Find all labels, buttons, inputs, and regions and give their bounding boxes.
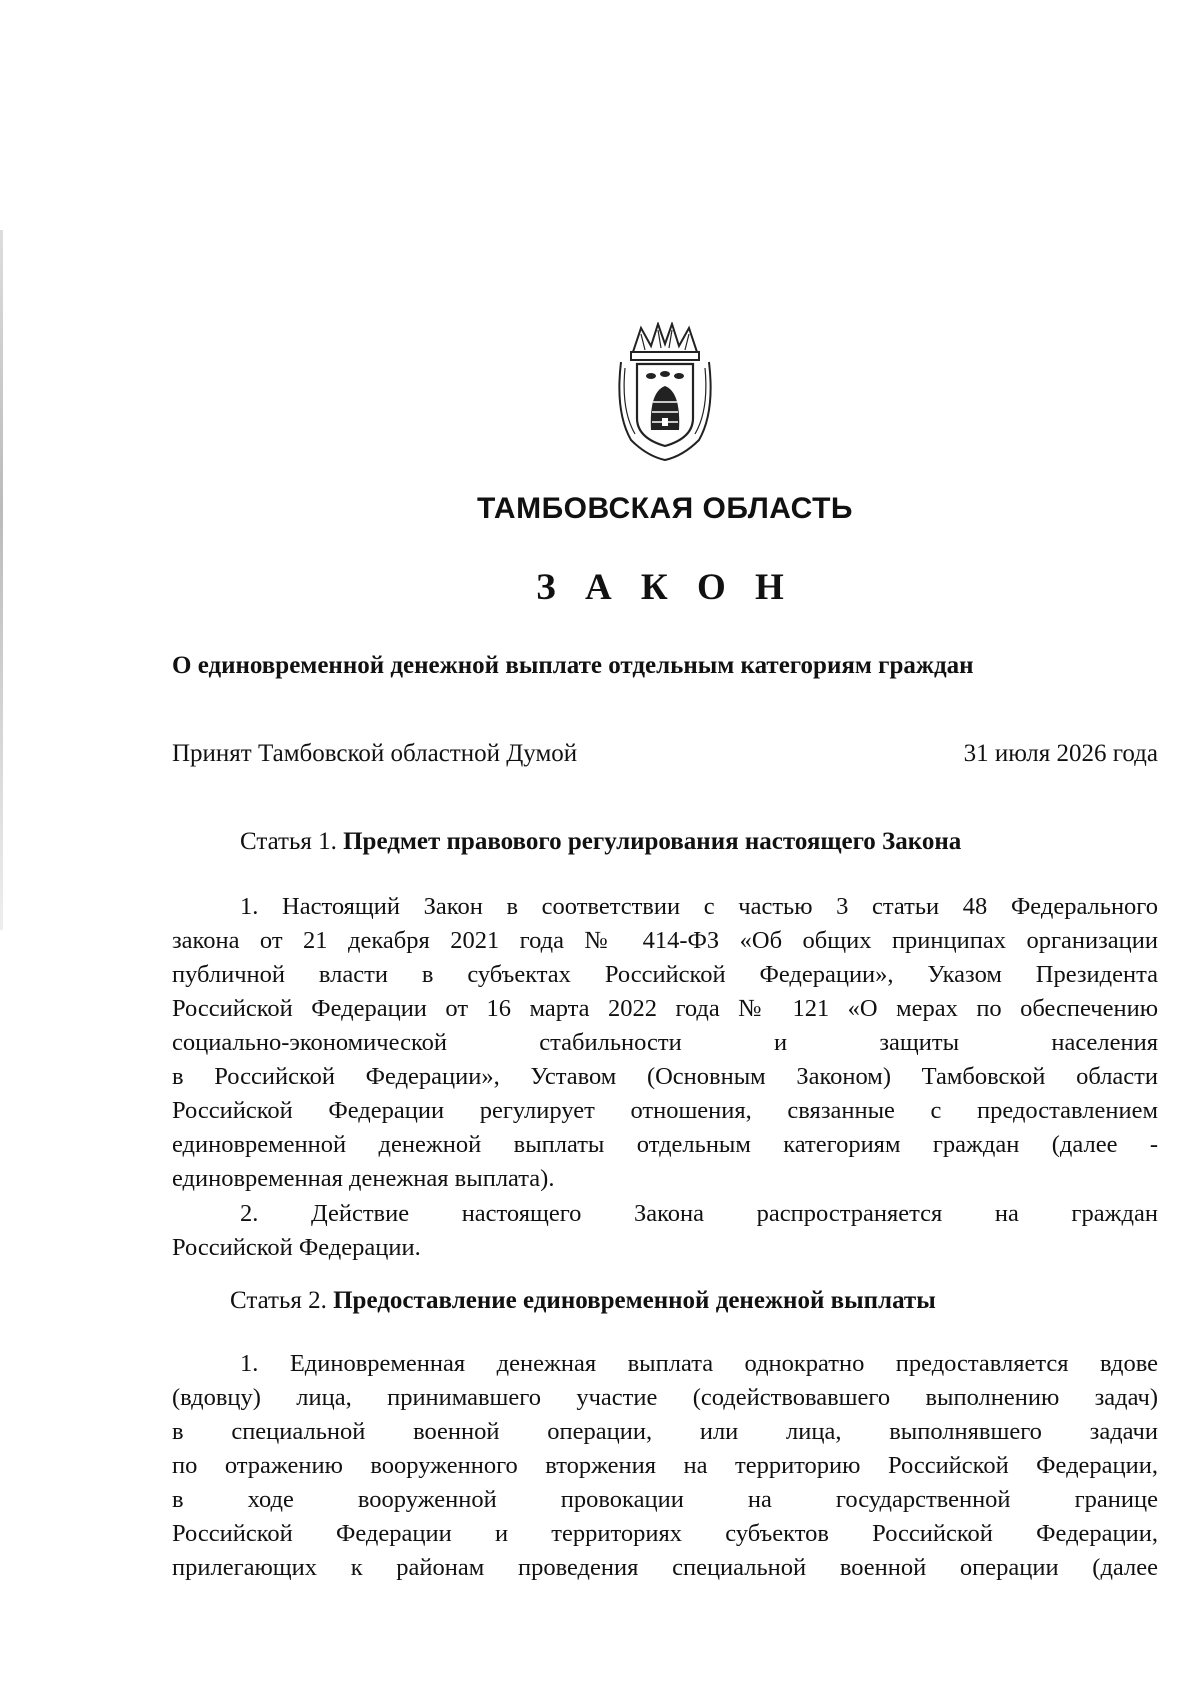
paragraph-line: закона от 21 декабря 2021 года № 414-ФЗ «Об общих принципах организации [172,927,1158,954]
adoption-date: 31 июля 2026 года [963,740,1158,767]
paragraph-line: единовременная денежная выплата). [172,1165,555,1192]
article-2-title: Предоставление единовременной денежной выплаты [333,1287,936,1314]
article-1-paragraph-1 [172,890,1158,1196]
article-1-number: Статья 1. [240,828,337,855]
article-2-paragraph-1 [172,1347,1158,1585]
adopting-body: Принят Тамбовской областной Думой [172,740,578,767]
paragraph-line: по отражению вооруженного вторжения на территорию Российской Федерации, [172,1452,1158,1479]
paragraph-line: 1. Единовременная денежная выплата однократно предоставляется вдове [240,1350,1158,1377]
article-1-heading [240,828,961,856]
law-title: О единовременной денежной выплате отдельным категориям граждан [172,652,974,679]
paragraph-line: 1. Настоящий Закон в соответствии с частью 3 статьи 48 Федерального [240,893,1158,920]
paragraph-line: Российской Федерации регулирует отношения, связанные с предоставлением [172,1097,1158,1124]
paragraph-line: Российской Федерации от 16 марта 2022 года № 121 «О мерах по обеспечению [172,995,1158,1022]
paragraph-line: (вдовцу) лица, принимавшего участие (содействовавшего выполнению задач) [172,1384,1158,1411]
paragraph-line: 2. Действие настоящего Закона распространяется на граждан [240,1200,1158,1227]
paragraph-line: публичной власти в субъектах Российской Федерации», Указом Президента [172,961,1158,988]
adoption-row [172,740,1158,768]
document-type: З А К О Н [536,567,794,608]
region-title: ТАМБОВСКАЯ ОБЛАСТЬ [477,492,853,525]
paragraph-line: в специальной военной операции, или лица, выполнявшего задачи [172,1418,1158,1445]
paragraph-line: Российской Федерации и территориях субъектов Российской Федерации, [172,1520,1158,1547]
coat-of-arms-emblem [611,322,719,462]
paragraph-line: прилегающих к районам проведения специальной военной операции (далее [172,1554,1158,1581]
article-2-heading [230,1287,936,1315]
article-1-paragraph-2 [172,1197,1158,1265]
paragraph-line: единовременной денежной выплаты отдельным категориям граждан (далее - [172,1131,1158,1158]
paragraph-line: в Российской Федерации», Уставом (Основным Законом) Тамбовской области [172,1063,1158,1090]
article-2-number: Статья 2. [230,1287,327,1314]
article-1-title: Предмет правового регулирования настоящего Закона [343,828,962,855]
paragraph-line: Российской Федерации. [172,1234,421,1261]
paragraph-line: социально-экономической стабильности и защиты населения [172,1029,1158,1056]
paragraph-line: в ходе вооруженной провокации на государственной границе [172,1486,1158,1513]
